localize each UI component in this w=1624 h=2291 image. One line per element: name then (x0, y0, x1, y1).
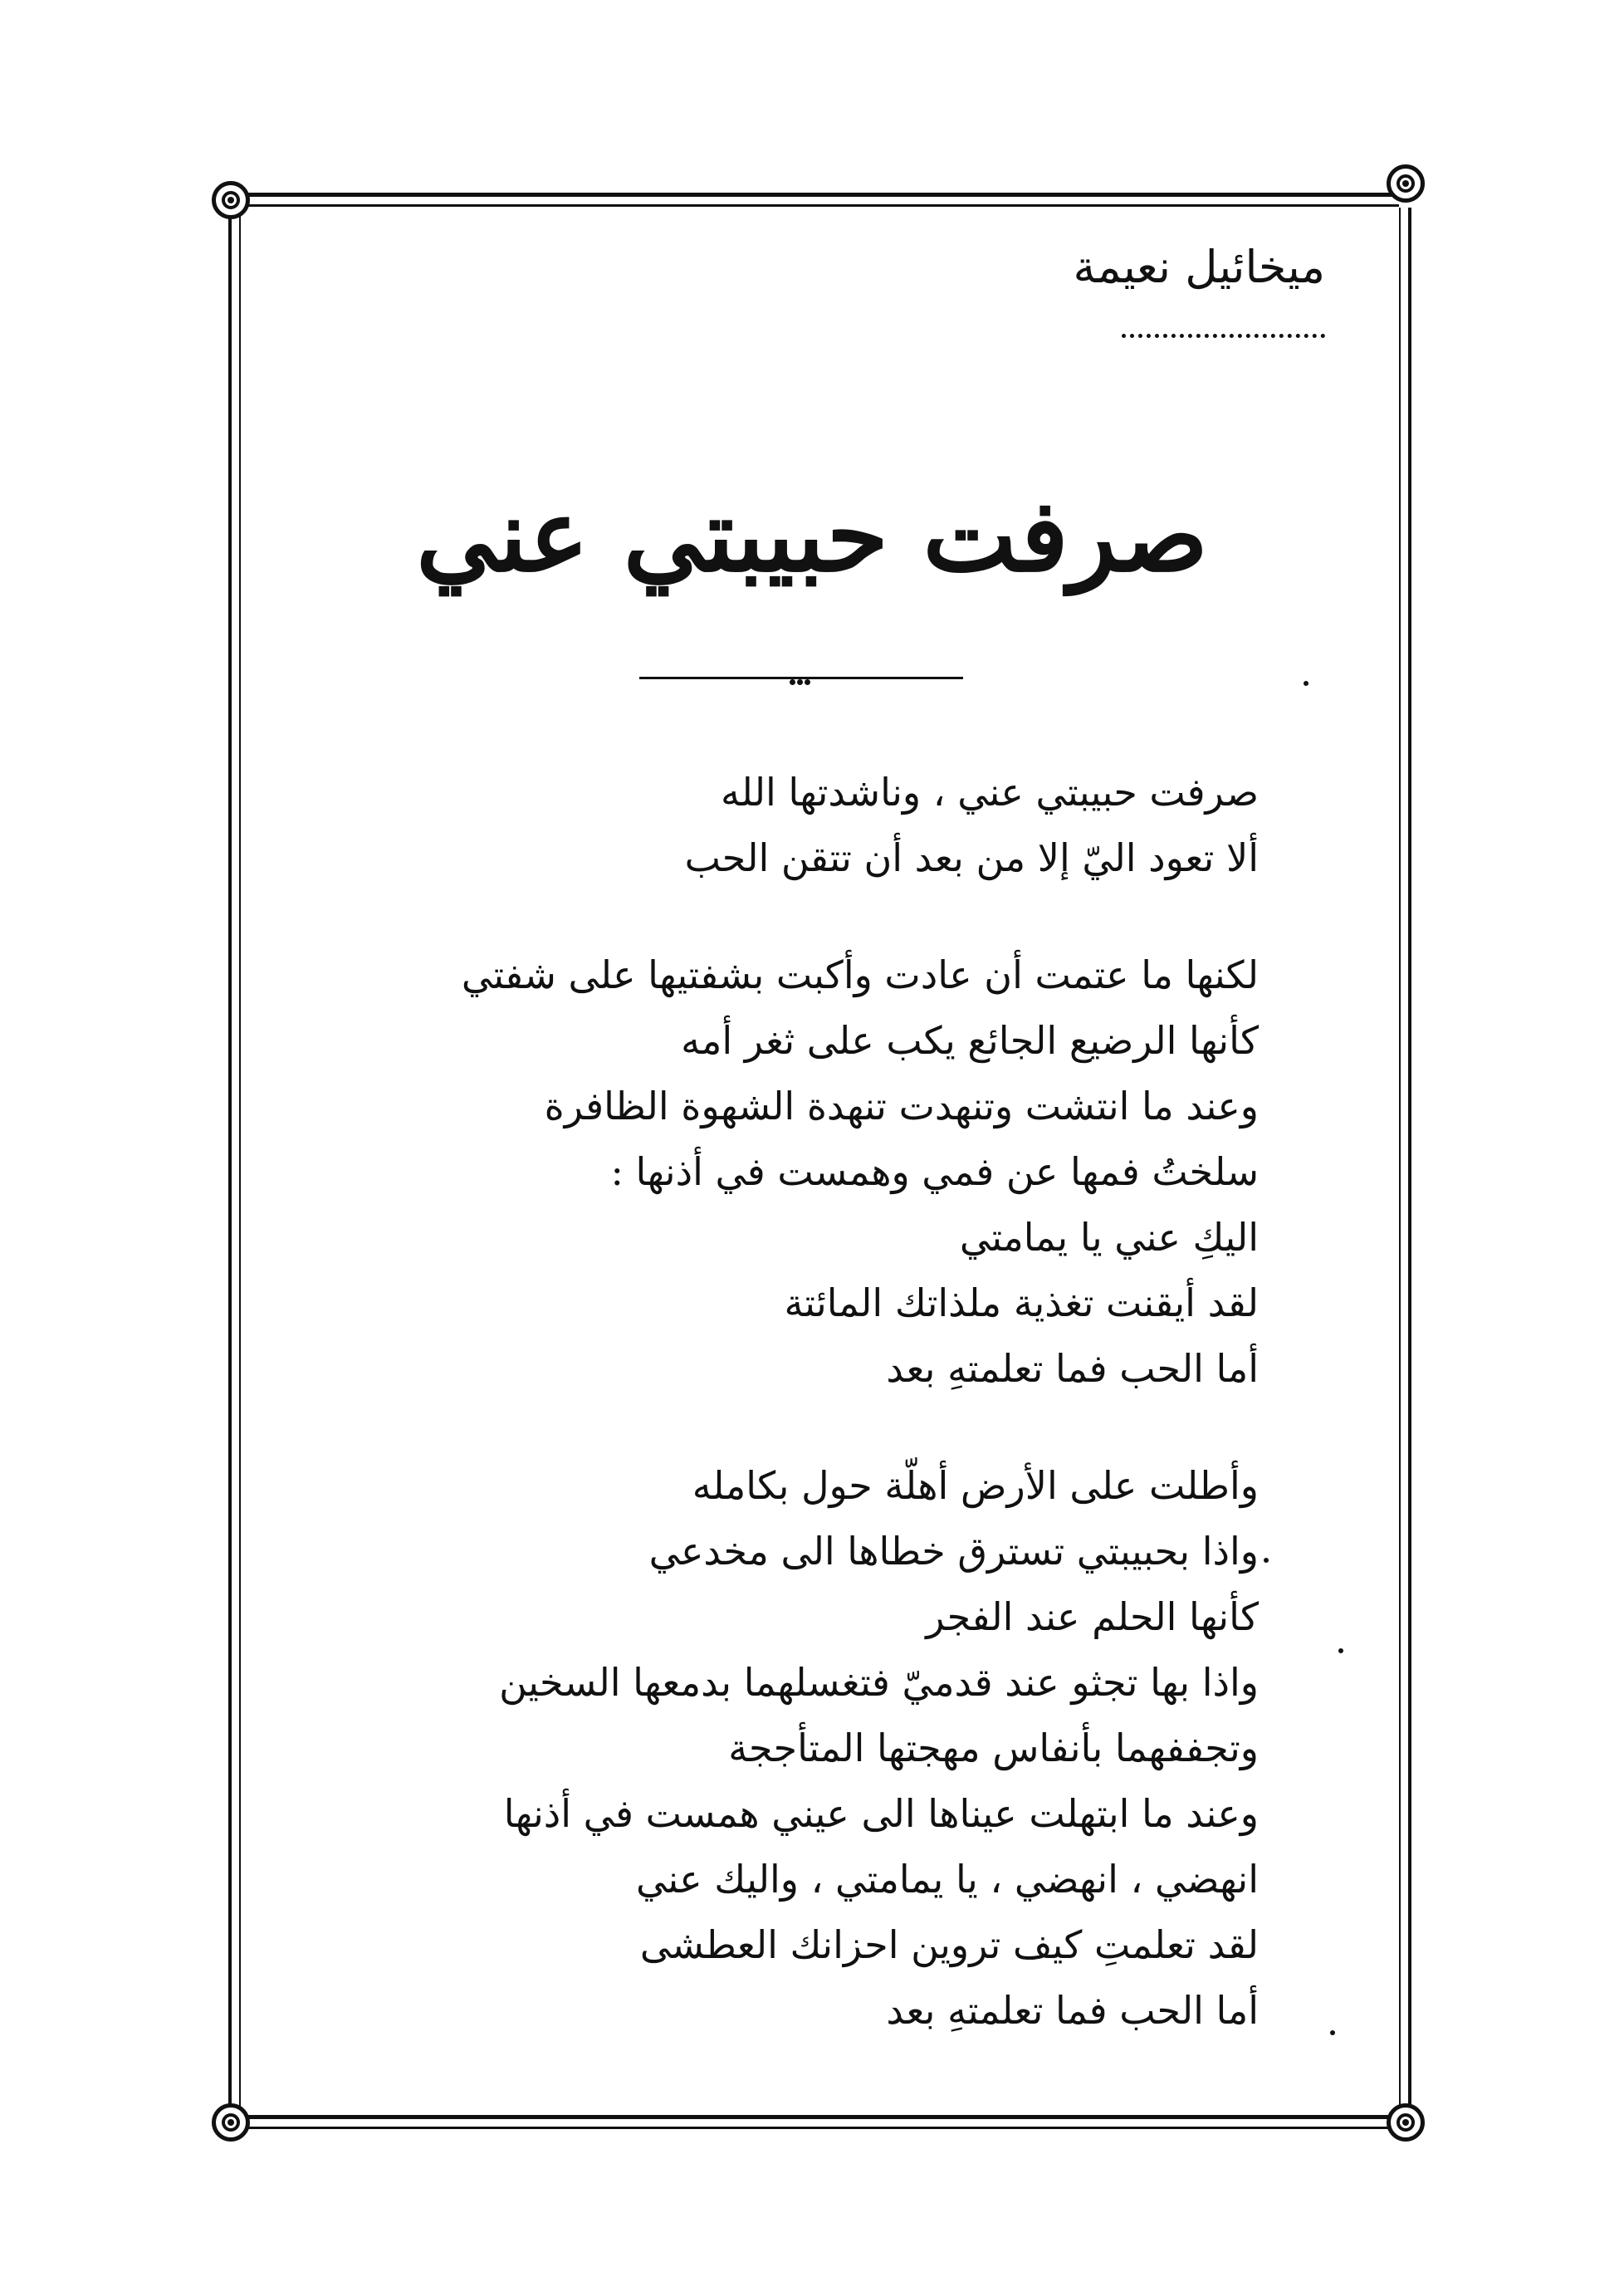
corner-ornament-top-left-icon (212, 181, 250, 219)
title-divider-dots (789, 673, 812, 683)
corner-ornament-bottom-right-icon (1387, 2103, 1425, 2142)
poem-line: ألا تعود اليّ إلا من بعد أن تتقن الحب (684, 835, 1259, 880)
scan-speck (1338, 1648, 1343, 1653)
stanza-2 (262, 942, 1259, 1402)
poem-line: انهضي ، انهضي ، يا يمامتي ، واليك عني (636, 1857, 1259, 1902)
poem-line: واذا بها تجثو عند قدميّ فتغسلهما بدمعها السخين (499, 1660, 1259, 1705)
poem-line: لقد تعلمتِ كيف تروين احزانك العطشى (639, 1922, 1259, 1967)
poem-line: كأنها الرضيع الجائع يكب على ثغر أمه (681, 1018, 1259, 1063)
scan-speck (1304, 681, 1308, 686)
poem-line: كأنها الحلم عند الفجر (926, 1594, 1259, 1639)
author-underline (1122, 334, 1325, 338)
poem-line: وعند ما ابتهلت عيناها الى عيني همست في أذنها (503, 1791, 1259, 1836)
poem-line: واذا بحبيبتي تسترق خطاها الى مخدعي (648, 1529, 1259, 1574)
poem-title: صرفت حبيبتي عني (416, 477, 1208, 595)
frame-top-line-inner (241, 204, 1399, 207)
stanza-1 (262, 760, 1259, 891)
poem-line: وعند ما انتشت وتنهدت تنهدة الشهوة الظافرة (544, 1084, 1259, 1128)
corner-ornament-top-right-icon (1387, 164, 1425, 203)
poem-body (262, 760, 1259, 2044)
frame-top-line-outer (241, 193, 1399, 197)
stanza-3 (262, 1453, 1259, 2044)
frame-bottom-line-outer (241, 2115, 1399, 2119)
poem-line: أما الحب فما تعلمتهِ بعد (886, 1988, 1259, 2033)
corner-ornament-bottom-left-icon (212, 2103, 250, 2142)
scan-speck (1330, 2030, 1335, 2035)
poem-line: لكنها ما عتمت أن عادت وأكبت بشفتيها على شفتي (461, 952, 1259, 997)
poem-line: وتجففهما بأنفاس مهجتها المتأججة (728, 1726, 1259, 1770)
poem-line: سلختُ فمها عن فمي وهمست في أذنها : (610, 1149, 1259, 1194)
poem-line: أما الحب فما تعلمتهِ بعد (886, 1346, 1259, 1391)
poem-line: صرفت حبيبتي عني ، وناشدتها الله (721, 770, 1259, 815)
poem-line: اليكِ عني يا يمامتي (959, 1215, 1259, 1260)
author-name: ميخائيل نعيمة (1073, 241, 1325, 293)
frame-bottom-line-inner (241, 2127, 1399, 2129)
poem-line: لقد أيقنت تغذية ملذاتك المائتة (784, 1280, 1259, 1325)
poem-line: وأطلت على الأرض أهلّة حول بكامله (692, 1463, 1259, 1508)
scan-speck (1264, 1558, 1269, 1563)
